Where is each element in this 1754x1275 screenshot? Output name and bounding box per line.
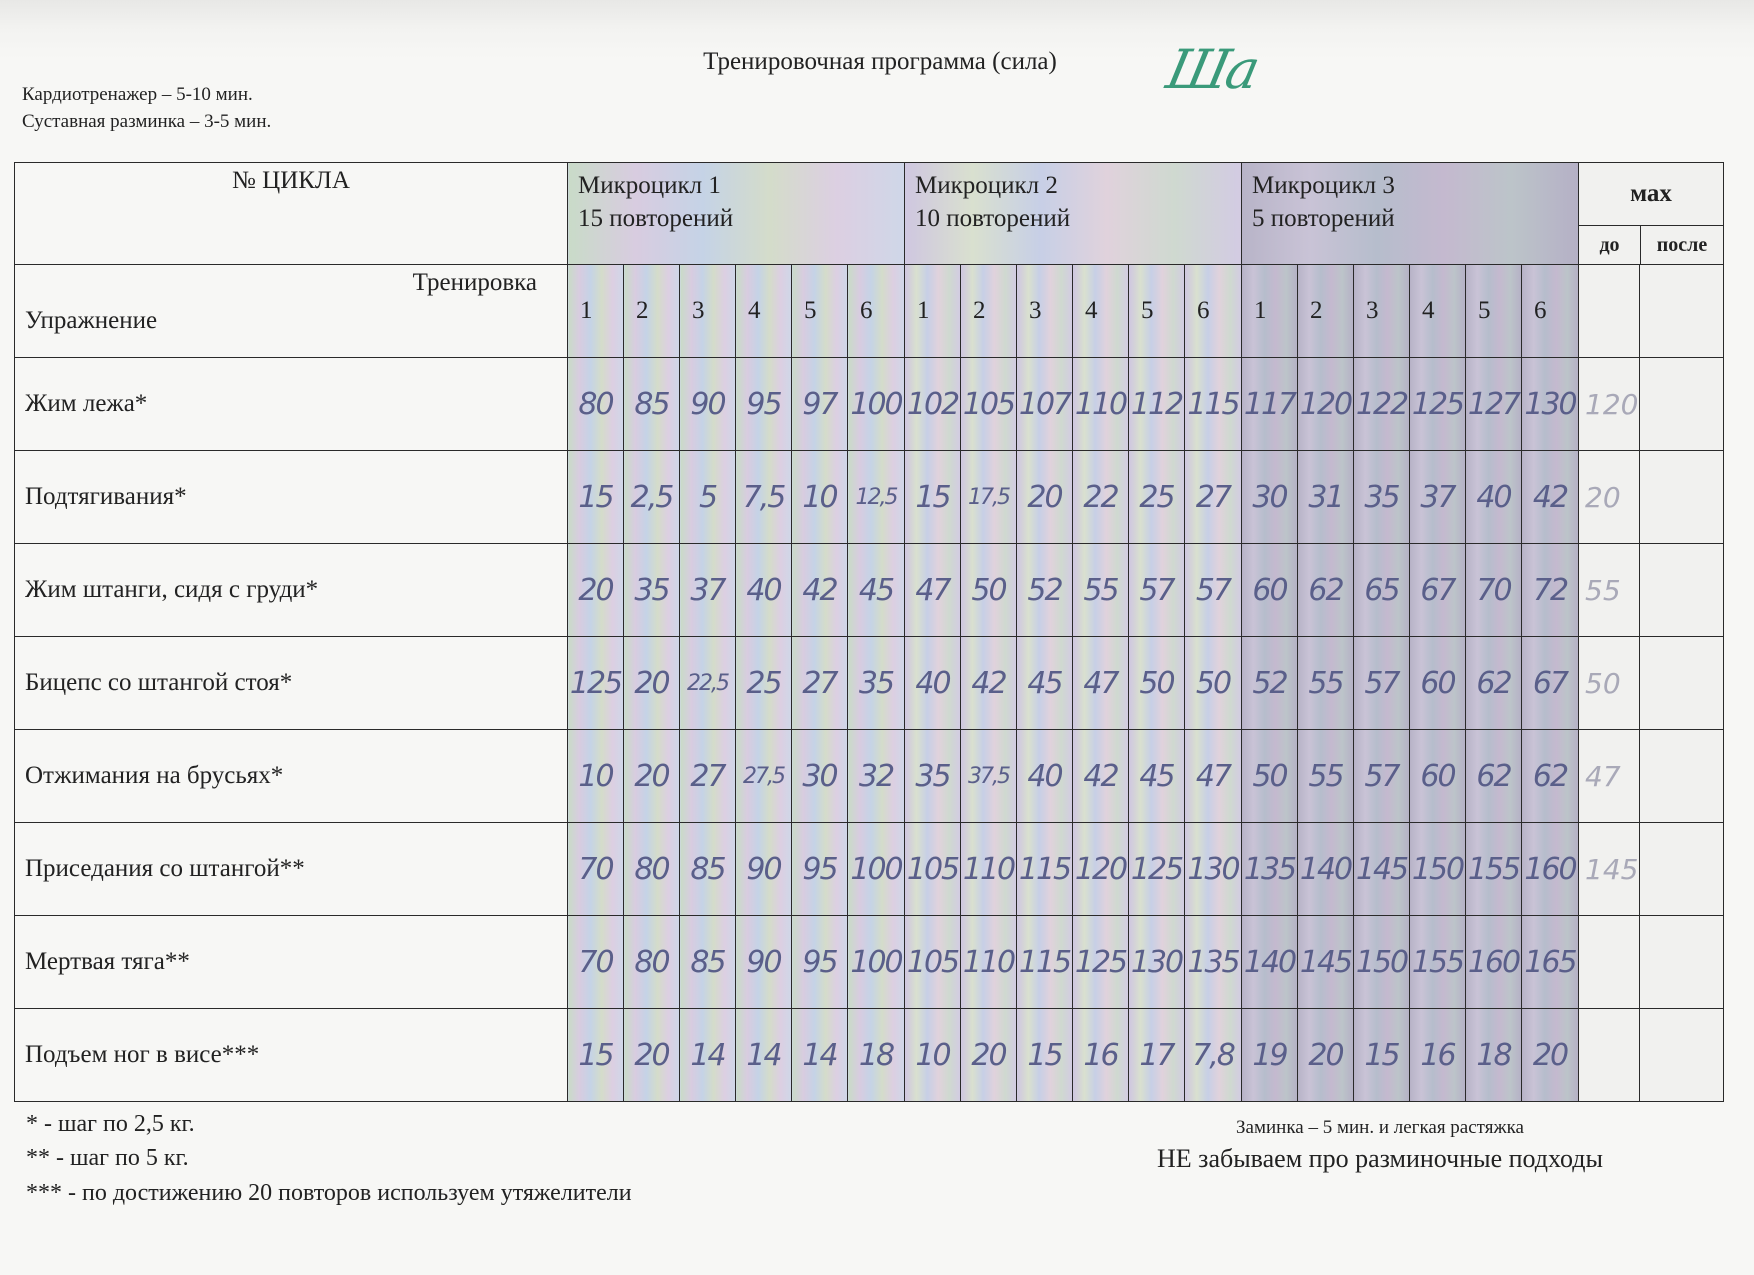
weight-value-cell: 90 [736, 823, 792, 916]
session-number: 2 [961, 265, 1017, 358]
microcycle-3-reps: 5 повторений [1252, 205, 1395, 232]
max-header [1579, 163, 1724, 265]
weight-value-cell: 110 [961, 823, 1017, 916]
weight-value-cell: 135 [1185, 916, 1242, 1009]
weight-value-cell: 145 [1354, 823, 1410, 916]
footnote-2: ** - шаг по 5 кг. [26, 1145, 189, 1171]
weight-value-cell: 40 [905, 637, 961, 730]
weight-value-cell: 14 [736, 1009, 792, 1102]
weight-value-cell: 35 [1354, 451, 1410, 544]
max-after-value [1640, 916, 1724, 1009]
session-number: 5 [792, 265, 848, 358]
exercise-name: Жим штанги, сидя с груди* [15, 544, 568, 637]
note-cardio: Кардиотренажер – 5-10 мин. [22, 84, 253, 105]
warmup-reminder: НЕ забываем про разминочные подходы [1157, 1144, 1603, 1173]
weight-value-cell: 65 [1354, 544, 1410, 637]
weight-value-cell: 42 [1073, 730, 1129, 823]
weight-value-cell: 60 [1410, 637, 1466, 730]
table-row [15, 730, 1724, 823]
weight-value-cell: 62 [1522, 730, 1579, 823]
weight-value-cell: 20 [961, 1009, 1017, 1102]
cooldown-note: Заминка – 5 мин. и легкая растяжка [1236, 1117, 1524, 1138]
max-before-value: 50 [1579, 637, 1640, 730]
weight-value-cell: 70 [568, 823, 624, 916]
weight-value-cell: 80 [624, 823, 680, 916]
weight-value-cell: 32 [848, 730, 905, 823]
microcycle-2-header [905, 163, 1242, 265]
max-after-value [1640, 358, 1724, 451]
weight-value-cell: 52 [1242, 637, 1298, 730]
weight-value-cell: 90 [680, 358, 736, 451]
weight-value-cell: 110 [961, 916, 1017, 1009]
session-number: 4 [1073, 265, 1129, 358]
session-number: 1 [905, 265, 961, 358]
weight-value-cell: 55 [1298, 637, 1354, 730]
weight-value-cell: 125 [1410, 358, 1466, 451]
table-row [15, 823, 1724, 916]
max-after-cell [1640, 265, 1724, 358]
max-after-value [1640, 730, 1724, 823]
weight-value-cell: 37,5 [961, 730, 1017, 823]
exercise-name: Бицепс со штангой стоя* [15, 637, 568, 730]
session-number: 6 [1522, 265, 1579, 358]
training-table [14, 162, 1724, 1102]
weight-value-cell: 60 [1410, 730, 1466, 823]
weight-value-cell: 15 [1354, 1009, 1410, 1102]
weight-value-cell: 35 [848, 637, 905, 730]
weight-value-cell: 155 [1466, 823, 1522, 916]
weight-value-cell: 100 [848, 823, 905, 916]
session-number: 6 [848, 265, 905, 358]
session-number: 2 [1298, 265, 1354, 358]
handwritten-signature: Ша [1161, 38, 1263, 101]
exercise-name: Подъем ног в висе*** [15, 1009, 568, 1102]
max-after-value [1640, 451, 1724, 544]
weight-value-cell: 70 [1466, 544, 1522, 637]
weight-value-cell: 40 [1017, 730, 1073, 823]
weight-value-cell: 10 [792, 451, 848, 544]
weight-value-cell: 15 [1017, 1009, 1073, 1102]
microcycle-2-reps: 10 повторений [915, 205, 1071, 232]
session-number: 6 [1185, 265, 1242, 358]
max-before-value: 55 [1579, 544, 1640, 637]
weight-value-cell: 19 [1242, 1009, 1298, 1102]
weight-value-cell: 47 [1185, 730, 1242, 823]
exercise-name: Отжимания на брусьях* [15, 730, 568, 823]
table-row [15, 916, 1724, 1009]
microcycle-3-name: Микроцикл 3 [1252, 172, 1395, 199]
weight-value-cell: 14 [792, 1009, 848, 1102]
weight-value-cell: 17,5 [961, 451, 1017, 544]
max-before-label: до [1579, 226, 1641, 264]
session-number: 5 [1129, 265, 1185, 358]
table-row [15, 637, 1724, 730]
max-after-label: после [1656, 234, 1708, 256]
weight-value-cell: 45 [848, 544, 905, 637]
microcycle-2-name: Микроцикл 2 [915, 172, 1058, 199]
weight-value-cell: 45 [1017, 637, 1073, 730]
weight-value-cell: 27 [792, 637, 848, 730]
weight-value-cell: 17 [1129, 1009, 1185, 1102]
session-number: 4 [1410, 265, 1466, 358]
weight-value-cell: 70 [568, 916, 624, 1009]
weight-value-cell: 60 [1242, 544, 1298, 637]
weight-value-cell: 107 [1017, 358, 1073, 451]
weight-value-cell: 125 [1129, 823, 1185, 916]
weight-value-cell: 145 [1298, 916, 1354, 1009]
weight-value-cell: 97 [792, 358, 848, 451]
weight-value-cell: 85 [680, 916, 736, 1009]
weight-value-cell: 62 [1466, 637, 1522, 730]
weight-value-cell: 57 [1129, 544, 1185, 637]
max-before-value [1579, 1009, 1640, 1102]
cycle-number-header: № ЦИКЛА [15, 163, 568, 265]
weight-value-cell: 22 [1073, 451, 1129, 544]
weight-value-cell: 14 [680, 1009, 736, 1102]
microcycle-1-name: Микроцикл 1 [578, 172, 721, 199]
weight-value-cell: 105 [905, 823, 961, 916]
weight-value-cell: 20 [624, 637, 680, 730]
weight-value-cell: 37 [1410, 451, 1466, 544]
weight-value-cell: 85 [624, 358, 680, 451]
session-number: 2 [624, 265, 680, 358]
weight-value-cell: 35 [905, 730, 961, 823]
weight-value-cell: 55 [1073, 544, 1129, 637]
weight-value-cell: 95 [736, 358, 792, 451]
weight-value-cell: 27 [680, 730, 736, 823]
weight-value-cell: 18 [848, 1009, 905, 1102]
weight-value-cell: 67 [1522, 637, 1579, 730]
max-label: мах [1630, 180, 1672, 207]
weight-value-cell: 18 [1466, 1009, 1522, 1102]
weight-value-cell: 5 [680, 451, 736, 544]
weight-value-cell: 90 [736, 916, 792, 1009]
weight-value-cell: 57 [1354, 637, 1410, 730]
weight-value-cell: 150 [1410, 823, 1466, 916]
weight-value-cell: 125 [1073, 916, 1129, 1009]
max-after-value [1640, 1009, 1724, 1102]
weight-value-cell: 110 [1073, 358, 1129, 451]
session-number: 3 [1354, 265, 1410, 358]
weight-value-cell: 42 [1522, 451, 1579, 544]
weight-value-cell: 57 [1185, 544, 1242, 637]
weight-value-cell: 80 [624, 916, 680, 1009]
weight-value-cell: 67 [1410, 544, 1466, 637]
weight-value-cell: 62 [1466, 730, 1522, 823]
training-label: Тренировка [412, 269, 537, 296]
exercise-name: Жим лежа* [15, 358, 568, 451]
page-title: Тренировочная программа (сила) [703, 48, 1057, 75]
weight-value-cell: 27,5 [736, 730, 792, 823]
weight-value-cell: 115 [1017, 916, 1073, 1009]
max-before-value: 47 [1579, 730, 1640, 823]
weight-value-cell: 117 [1242, 358, 1298, 451]
weight-value-cell: 20 [1298, 1009, 1354, 1102]
exercise-training-header [15, 265, 568, 358]
weight-value-cell: 42 [961, 637, 1017, 730]
exercise-label: Упражнение [25, 307, 158, 334]
weight-value-cell: 52 [1017, 544, 1073, 637]
weight-value-cell: 140 [1298, 823, 1354, 916]
weight-value-cell: 12,5 [848, 451, 905, 544]
weight-value-cell: 105 [905, 916, 961, 1009]
weight-value-cell: 10 [905, 1009, 961, 1102]
exercise-name: Мертвая тяга** [15, 916, 568, 1009]
weight-value-cell: 120 [1298, 358, 1354, 451]
weight-value-cell: 165 [1522, 916, 1579, 1009]
session-number: 1 [568, 265, 624, 358]
weight-value-cell: 62 [1298, 544, 1354, 637]
weight-value-cell: 20 [624, 730, 680, 823]
weight-value-cell: 115 [1185, 358, 1242, 451]
weight-value-cell: 160 [1466, 916, 1522, 1009]
weight-value-cell: 2,5 [624, 451, 680, 544]
weight-value-cell: 20 [568, 544, 624, 637]
weight-value-cell: 22,5 [680, 637, 736, 730]
weight-value-cell: 25 [736, 637, 792, 730]
weight-value-cell: 105 [961, 358, 1017, 451]
weight-value-cell: 115 [1017, 823, 1073, 916]
weight-value-cell: 72 [1522, 544, 1579, 637]
weight-value-cell: 37 [680, 544, 736, 637]
weight-value-cell: 16 [1410, 1009, 1466, 1102]
weight-value-cell: 85 [680, 823, 736, 916]
weight-value-cell: 50 [1185, 637, 1242, 730]
weight-value-cell: 150 [1354, 916, 1410, 1009]
weight-value-cell: 20 [1522, 1009, 1579, 1102]
weight-value-cell: 42 [792, 544, 848, 637]
exercise-name: Подтягивания* [15, 451, 568, 544]
weight-value-cell: 40 [736, 544, 792, 637]
weight-value-cell: 50 [1242, 730, 1298, 823]
weight-value-cell: 100 [848, 916, 905, 1009]
weight-value-cell: 127 [1466, 358, 1522, 451]
note-warmup: Суставная разминка – 3-5 мин. [22, 111, 272, 132]
weight-value-cell: 130 [1185, 823, 1242, 916]
session-number: 1 [1242, 265, 1298, 358]
table-row [15, 1009, 1724, 1102]
footnote-1: * - шаг по 2,5 кг. [26, 1111, 195, 1137]
weight-value-cell: 30 [792, 730, 848, 823]
weight-value-cell: 100 [848, 358, 905, 451]
max-before-value: 145 [1579, 823, 1640, 916]
weight-value-cell: 57 [1354, 730, 1410, 823]
weight-value-cell: 15 [568, 1009, 624, 1102]
max-before-value [1579, 916, 1640, 1009]
weight-value-cell: 160 [1522, 823, 1579, 916]
weight-value-cell: 95 [792, 823, 848, 916]
weight-value-cell: 10 [568, 730, 624, 823]
max-after-value [1640, 637, 1724, 730]
weight-value-cell: 45 [1129, 730, 1185, 823]
session-number: 5 [1466, 265, 1522, 358]
microcycle-1-header [568, 163, 905, 265]
weight-value-cell: 50 [961, 544, 1017, 637]
weight-value-cell: 27 [1185, 451, 1242, 544]
weight-value-cell: 135 [1242, 823, 1298, 916]
weight-value-cell: 125 [568, 637, 624, 730]
weight-value-cell: 31 [1298, 451, 1354, 544]
weight-value-cell: 55 [1298, 730, 1354, 823]
exercise-name: Приседания со штангой** [15, 823, 568, 916]
weight-value-cell: 30 [1242, 451, 1298, 544]
max-before-value: 120 [1579, 358, 1640, 451]
weight-value-cell: 15 [905, 451, 961, 544]
table-row [15, 451, 1724, 544]
session-number: 3 [680, 265, 736, 358]
max-after-value [1640, 544, 1724, 637]
weight-value-cell: 130 [1129, 916, 1185, 1009]
weight-value-cell: 7,8 [1185, 1009, 1242, 1102]
footnote-3: *** - по достижению 20 повторов используем утяжелители [26, 1180, 632, 1206]
weight-value-cell: 80 [568, 358, 624, 451]
session-number: 3 [1017, 265, 1073, 358]
weight-value-cell: 155 [1410, 916, 1466, 1009]
weight-value-cell: 95 [792, 916, 848, 1009]
weight-value-cell: 16 [1073, 1009, 1129, 1102]
weight-value-cell: 25 [1129, 451, 1185, 544]
weight-value-cell: 120 [1073, 823, 1129, 916]
weight-value-cell: 112 [1129, 358, 1185, 451]
weight-value-cell: 20 [1017, 451, 1073, 544]
max-before-value: 20 [1579, 451, 1640, 544]
weight-value-cell: 122 [1354, 358, 1410, 451]
weight-value-cell: 15 [568, 451, 624, 544]
weight-value-cell: 140 [1242, 916, 1298, 1009]
weight-value-cell: 47 [1073, 637, 1129, 730]
weight-value-cell: 35 [624, 544, 680, 637]
weight-value-cell: 102 [905, 358, 961, 451]
max-before-cell [1579, 265, 1640, 358]
table-row [15, 358, 1724, 451]
weight-value-cell: 130 [1522, 358, 1579, 451]
weight-value-cell: 40 [1466, 451, 1522, 544]
microcycle-3-header [1242, 163, 1579, 265]
weight-value-cell: 47 [905, 544, 961, 637]
session-number: 4 [736, 265, 792, 358]
weight-value-cell: 7,5 [736, 451, 792, 544]
table-row [15, 544, 1724, 637]
weight-value-cell: 20 [624, 1009, 680, 1102]
max-after-value [1640, 823, 1724, 916]
weight-value-cell: 50 [1129, 637, 1185, 730]
microcycle-1-reps: 15 повторений [578, 205, 734, 232]
